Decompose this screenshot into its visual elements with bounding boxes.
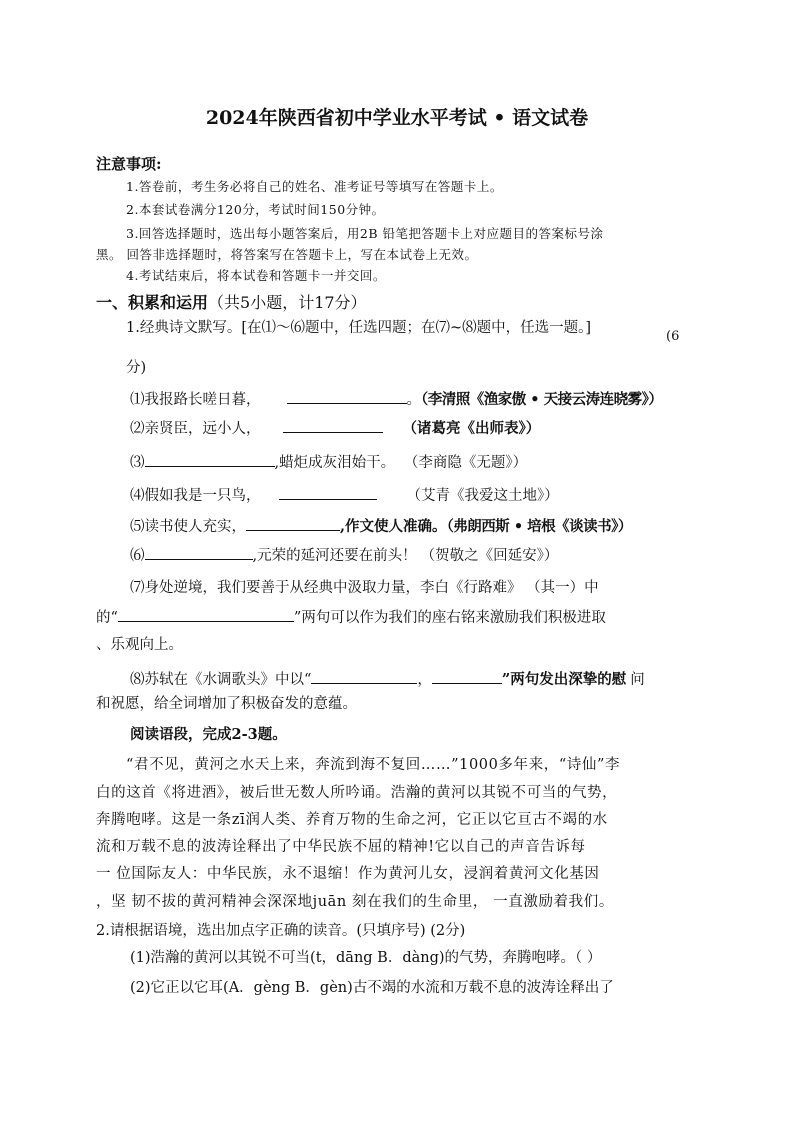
q1-stem: 1.经典诗文默写。[在⑴～⑹题中，任选四题；在⑺~⑻题中，任选一题。]: [126, 320, 592, 336]
page-title: 2024年陕西省初中学业水平考试 • 语文试卷: [205, 107, 589, 129]
item-source: （李清照《渔家傲 • 天接云涛连晓雾》）: [421, 391, 663, 408]
q1-item-3: [130, 451, 527, 472]
answer-blank[interactable]: [311, 669, 417, 684]
notice-item: 2.本套试卷满分120分，考试时间150分钟。: [126, 202, 385, 217]
q1-item-1: ⑴我报路长嗟日暮， 。（李清照《渔家傲 • 天接云涛连晓雾》）: [130, 391, 663, 408]
answer-blank[interactable]: [283, 418, 383, 433]
answer-blank[interactable]: [246, 516, 340, 531]
answer-blank[interactable]: [145, 545, 253, 560]
item-text: ,作文使人准确。: [340, 518, 447, 535]
q2-sub-1: (1)浩瀚的黄河以其锐不可当(t，dāng B．dàng)的气势，奔腾咆哮。（ ）: [130, 950, 602, 966]
item-text: 的“: [96, 610, 118, 626]
q1-item-7c: 、乐观向上。: [96, 637, 183, 653]
reading-heading: 阅读语段，完成2-3题。: [130, 726, 287, 743]
answer-blank[interactable]: [287, 389, 407, 404]
q1-item-4: [130, 484, 559, 505]
q1-item-7b: [96, 606, 606, 627]
answer-blank[interactable]: [432, 669, 502, 684]
reading-line: “君不见，黄河之水天上来，奔流到海不复回……”1000多年来，“诗仙”李: [126, 757, 621, 773]
q1-item-7a: ⑺身处逆境，我们要善于从经典中汲取力量，李白《行路难》 （其一）中: [130, 580, 599, 596]
item-source: （李商隐《无题》）: [411, 455, 528, 471]
reading-line: 奔腾咆哮。这是一条zī润人类、养育万物的生命之河，它正以它亘古不竭的水: [96, 812, 608, 828]
answer-blank[interactable]: [118, 607, 294, 622]
reading-line: 白的这首《将进酒》，被后世无数人所吟诵。浩瀚的黄河以其锐不可当的气势，: [96, 785, 618, 801]
notice-item: 3.回答选择题时，选出每小题答案后，用2B 铅笔把答题卡上对应题目的答案标号涂: [126, 226, 604, 241]
notice-item: 4.考试结束后，将本试卷和答题卡一并交回。: [126, 268, 386, 283]
item-text: ⑷假如我是一只鸟，: [130, 488, 261, 504]
item-source: （弗朗西斯 • 培根《谈读书》）: [446, 518, 632, 535]
item-text: ，: [417, 672, 432, 688]
reading-line: ，坚 韧不拔的黄河精神会深深地juān 刻在我们的生命里， 一直激励着我们。: [96, 894, 614, 910]
item-text: ⑹: [130, 548, 145, 564]
q1-item-6: [130, 544, 558, 565]
notice-heading: 注意事项:: [96, 155, 162, 173]
q1-score-a: (6: [666, 329, 680, 344]
item-text: ⑻苏轼在《水调歌头》中以“: [130, 672, 312, 688]
q1-item-8a: [130, 668, 645, 689]
answer-blank[interactable]: [145, 452, 275, 467]
item-text: ⑵亲贤臣，远小人，: [130, 421, 261, 437]
item-text: ”两句可以作为我们的座右铭来激励我们积极进取: [293, 610, 606, 626]
q1-item-5: [130, 515, 632, 536]
item-text: ”两句发出深挚的慰: [501, 671, 627, 688]
item-text: 问: [630, 672, 645, 688]
q1-item-2: [130, 417, 540, 438]
q2-stem: 2.请根据语境，选出加点字正确的读音。(只填序号) (2分): [96, 923, 466, 939]
item-text: ,元荣的延河还要在前头！: [252, 548, 417, 564]
section-score: （共5小题，计17分）: [208, 293, 367, 312]
notice-item: 1.答卷前，考生务必将自己的姓名、准考证号等填写在答题卡上。: [126, 179, 503, 194]
notice-item: 黑。 回答非选择题时，将答案写在答题卡上，写在本试卷上无效。: [96, 247, 478, 262]
reading-line: 流和万载不息的波涛诠释出了中华民族不屈的精神!它以自己的声音告诉每: [96, 839, 586, 855]
reading-line: 一 位国际友人：中华民族，永不退缩！作为黄河儿女，浸润着黄河文化基因: [96, 866, 600, 882]
item-text: ⑸读书使人充实，: [130, 519, 246, 535]
item-text: ⑴我报路长嗟日暮，: [130, 392, 261, 408]
item-text: ⑶: [130, 455, 145, 471]
item-source: （艾青《我爱这土地》）: [406, 488, 559, 504]
item-text: ,蜡炬成灰泪始干。: [274, 455, 396, 471]
section-heading: [96, 290, 367, 313]
section-title: 一、积累和运用: [96, 293, 209, 312]
q1-item-8b: 和祝愿，给全词增加了积极奋发的意蕴。: [96, 696, 357, 712]
answer-blank[interactable]: [279, 485, 377, 500]
q2-sub-2: (2)它正以它耳(A．gèng B．gèn)古不竭的水流和万载不息的波涛诠释出了: [130, 980, 614, 996]
q1-score-b: 分): [126, 360, 147, 376]
item-source: （诸葛亮《出师表》）: [402, 420, 541, 437]
item-source: （贺敬之《回延安》）: [420, 548, 559, 564]
